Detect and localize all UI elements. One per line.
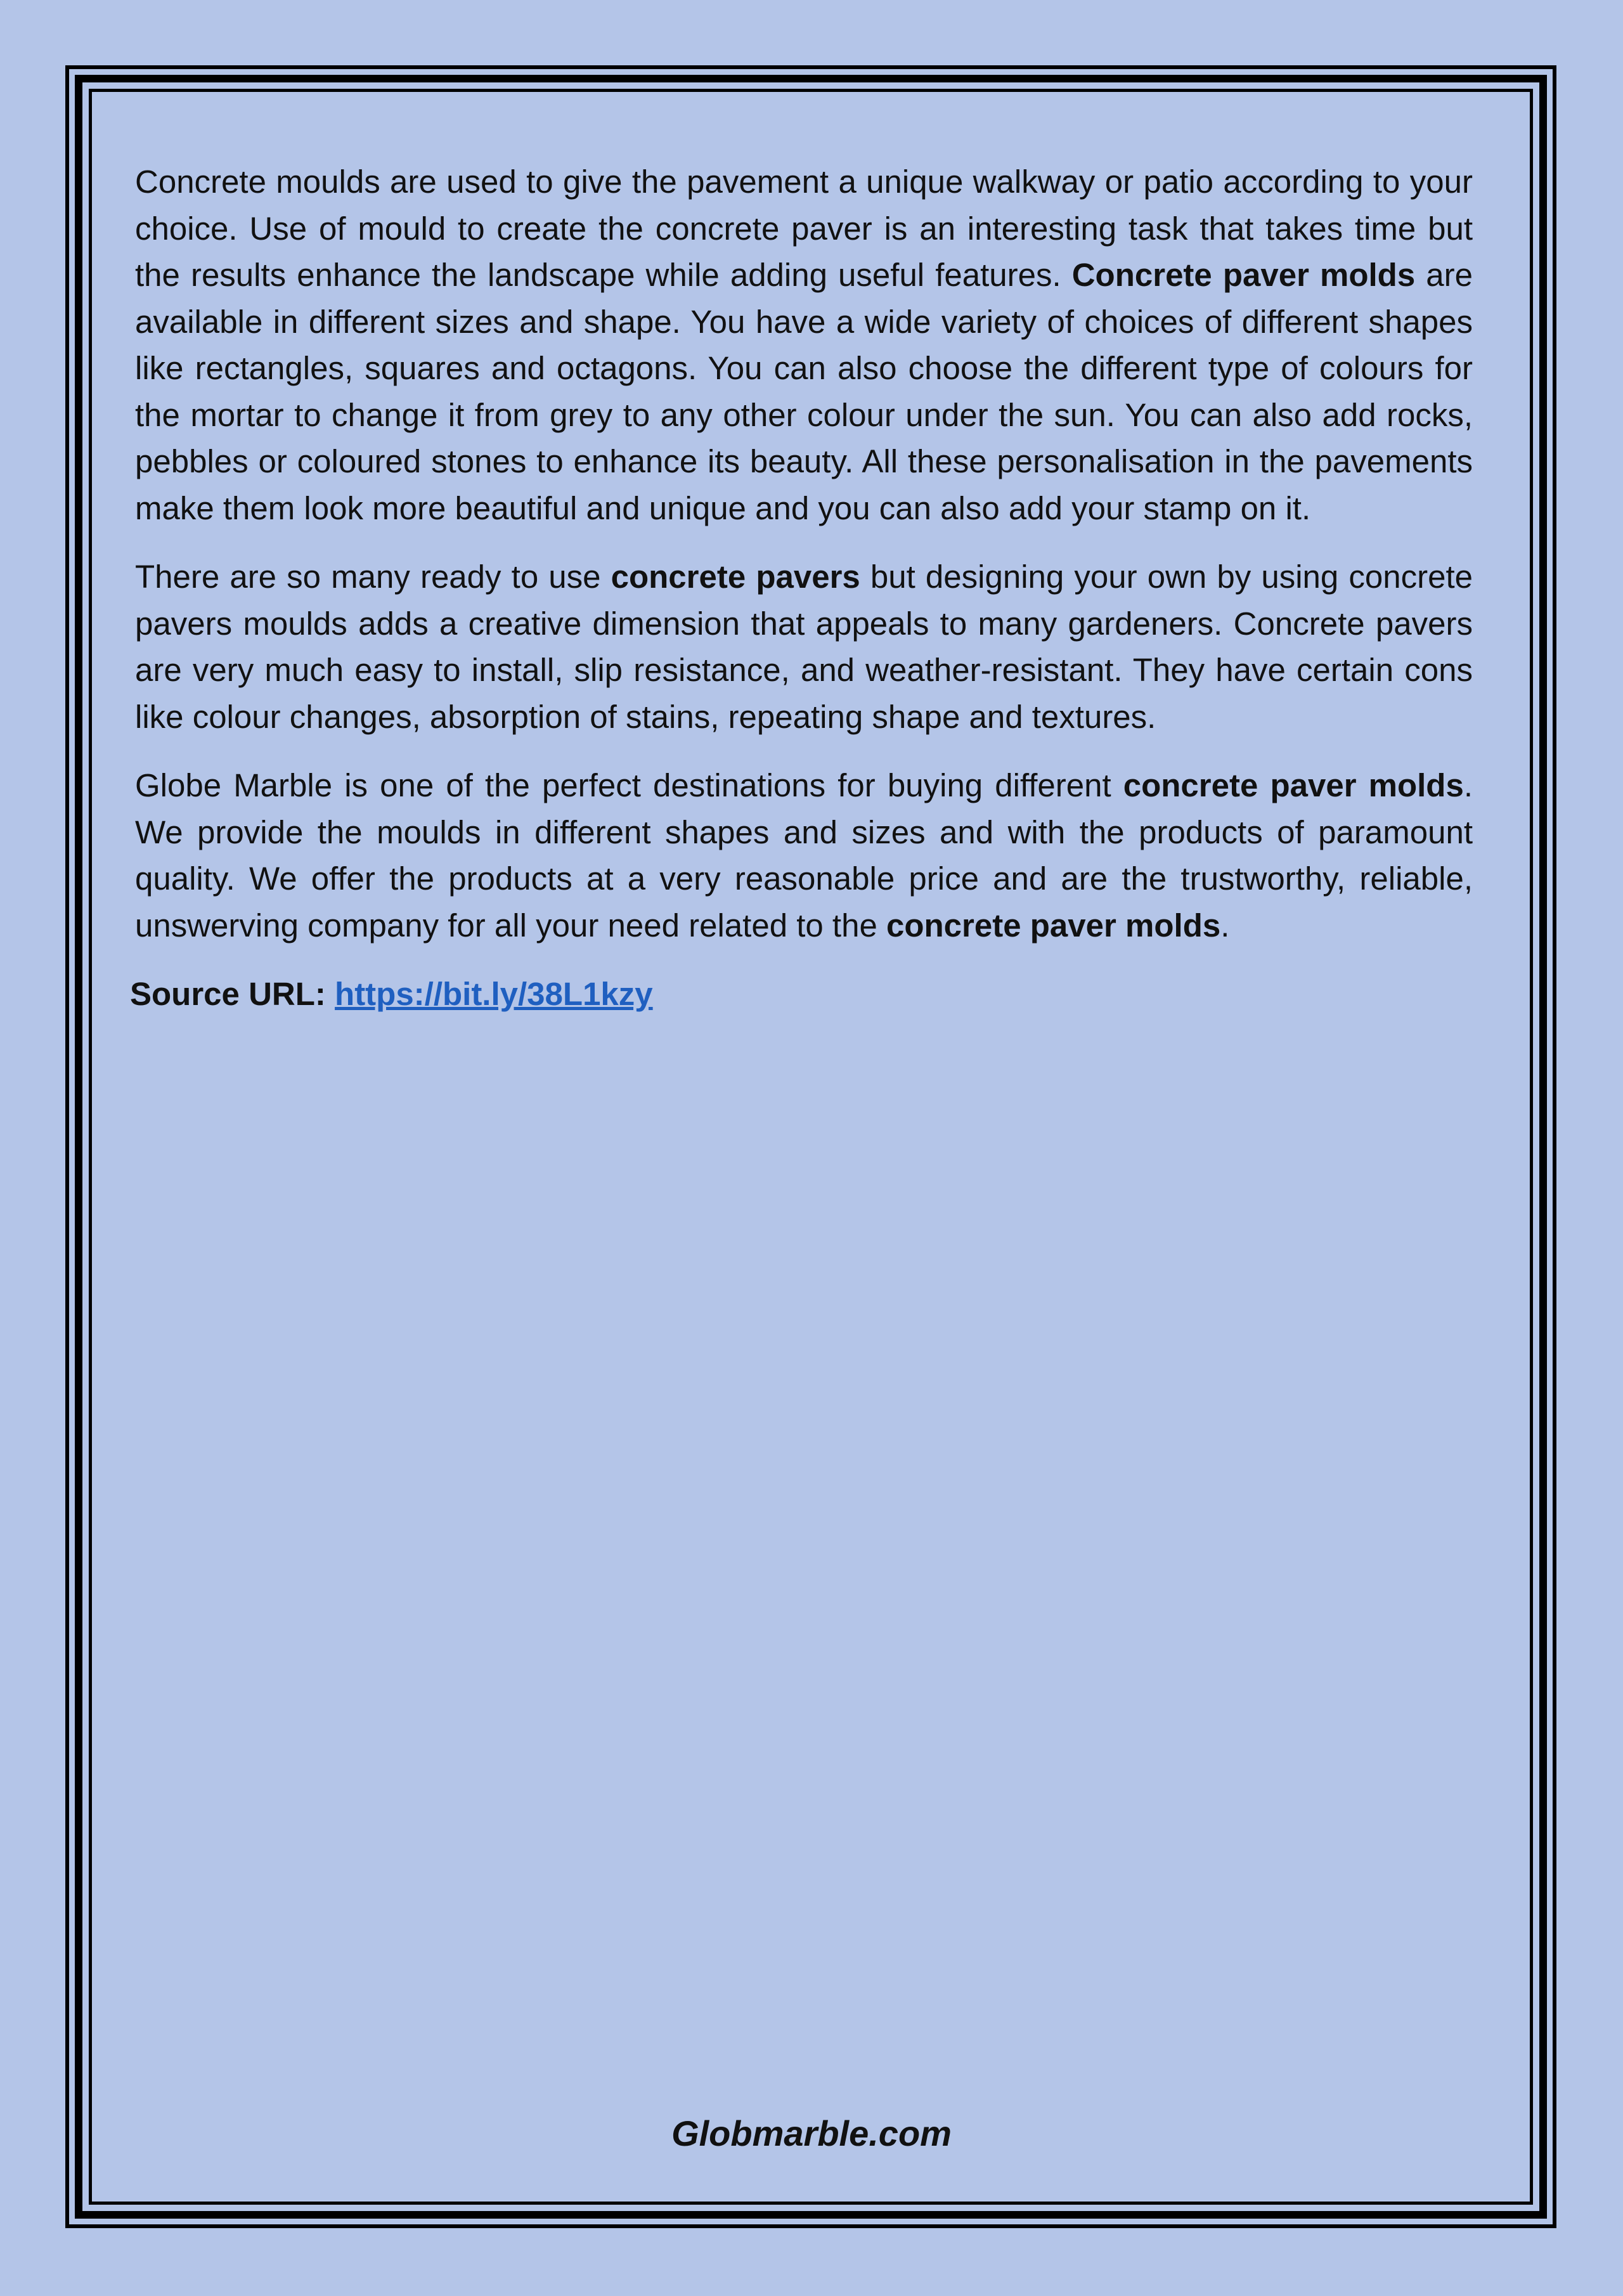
footer-site-name: Globmarble.com [671,2113,952,2153]
paragraph-1 [135,159,1473,531]
paragraph-1-keyword: Concrete paver molds [1071,257,1416,293]
paragraph-3-segment: Globe Marble is one of the perfect destinations for buying different [135,767,1123,803]
paragraph-3-segment: . [1220,907,1230,944]
source-line [130,971,1473,1018]
source-url-link[interactable]: https://bit.ly/38L1kzy [335,976,653,1012]
paragraph-3-keyword: concrete paver molds [1123,767,1464,803]
paragraph-2 [135,554,1473,740]
source-label: Source URL: [130,976,326,1012]
paragraph-2-segment: There are so many ready to use [135,559,611,595]
paragraph-1-segment: are available in different sizes and shape. You have a wide variety of choices of different shapes like rectangles, squares and octagons. You can also choose the different type of colours for the mortar to change it from grey to any other colour under the sun. You can also add rocks, pebbles or coloured stones to enhance its beauty. All these personalisation in the pavements make them look more beautiful and unique and you can also add your stamp on it. [135,257,1473,526]
paragraph-2-segment: but designing your own by using concrete pavers moulds adds a creative dimension that appeals to many gardeners. Concrete pavers are very much easy to install, slip resistance, and weather-resistant. They have certain cons like colour changes, absorption of stains, repeating shape and textures. [135,559,1473,735]
paragraph-3-keyword: concrete paver molds [886,907,1221,944]
paragraph-3 [135,762,1473,949]
document-body [130,159,1473,1018]
paragraph-1-segment: Concrete moulds are used to give the pavement a unique walkway or patio according to your choice. Use of mould to create the concrete paver is an interesting task that takes time but the results enhance the landscape while adding useful features. [135,164,1473,293]
paragraph-2-keyword: concrete pavers [611,559,860,595]
paragraph-3-segment: . We provide the moulds in different shapes and sizes and with the products of paramount quality. We offer the products at a very reasonable price and are the trustworthy, reliable, unswerving company for all your need related to the [135,767,1473,944]
